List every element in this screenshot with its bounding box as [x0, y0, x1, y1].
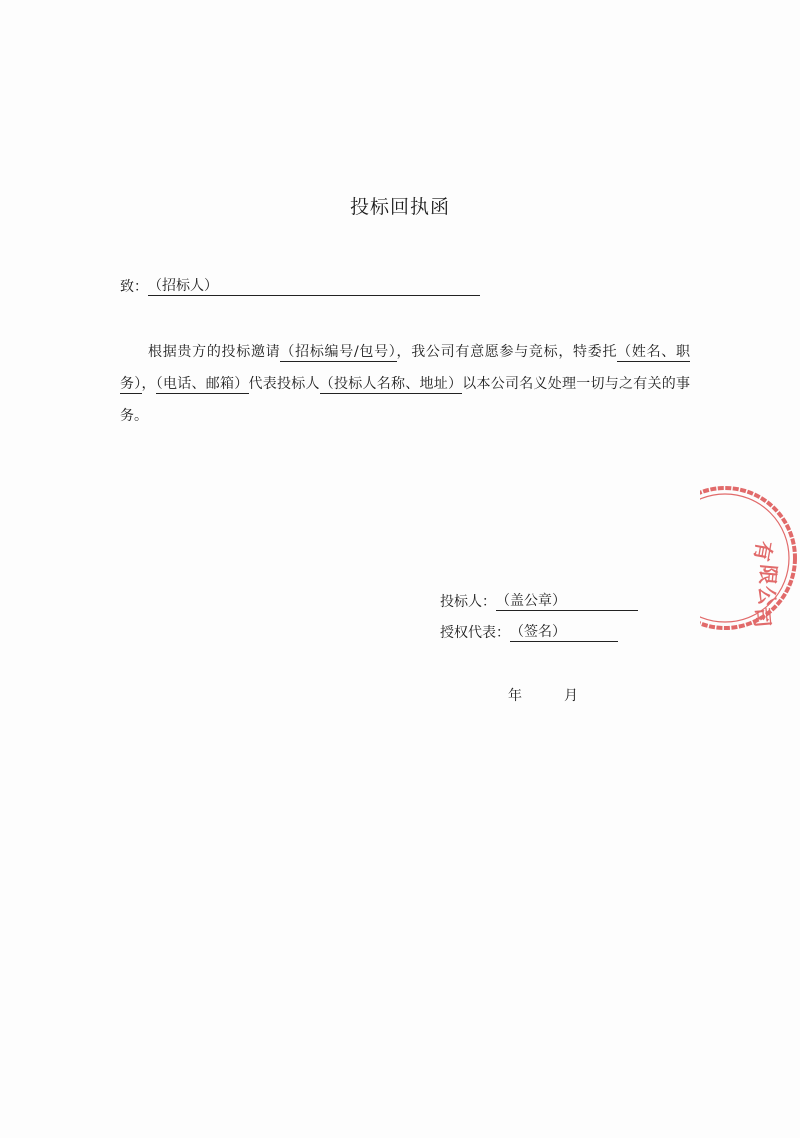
svg-text:司: 司	[749, 606, 775, 629]
document-title: 投标回执函	[349, 196, 450, 218]
invite-number-field: （招标编号/包号）	[280, 344, 397, 360]
bidder-label: 投标人：	[440, 594, 496, 610]
recipient-label: 致：	[120, 279, 148, 295]
body-text-4: 代表投标人	[248, 376, 320, 392]
date-line	[508, 685, 578, 705]
month-label: 月	[564, 688, 578, 704]
body-text-2: ，我公司有意愿参与竞标，特委托	[396, 344, 618, 360]
bidder-stamp-field: （盖公章）	[496, 592, 638, 611]
representative-sign-field: （签名）	[510, 623, 618, 642]
svg-text:有: 有	[749, 539, 777, 563]
bidder-info-field: （投标人名称、地址）	[319, 376, 463, 392]
body-text-3: ，	[141, 376, 156, 392]
body-paragraph	[120, 336, 690, 432]
company-seal-stamp	[700, 478, 800, 638]
recipient-line	[120, 276, 480, 296]
recipient-field: （招标人）	[148, 277, 480, 296]
svg-text:限: 限	[755, 563, 781, 586]
representative-signature-line	[440, 622, 618, 642]
bidder-signature-line	[440, 591, 638, 611]
svg-text:公: 公	[755, 586, 779, 606]
representative-label: 授权代表：	[440, 625, 510, 641]
delegate-field: （姓名、职务）	[120, 344, 691, 392]
body-text-1: 根据贵方的投标邀请	[148, 344, 281, 360]
body-text-5: 以本公司名义处理一切与之有关的事务。	[120, 376, 690, 424]
year-label: 年	[508, 688, 522, 704]
contact-field: （电话、邮箱）	[155, 376, 249, 392]
